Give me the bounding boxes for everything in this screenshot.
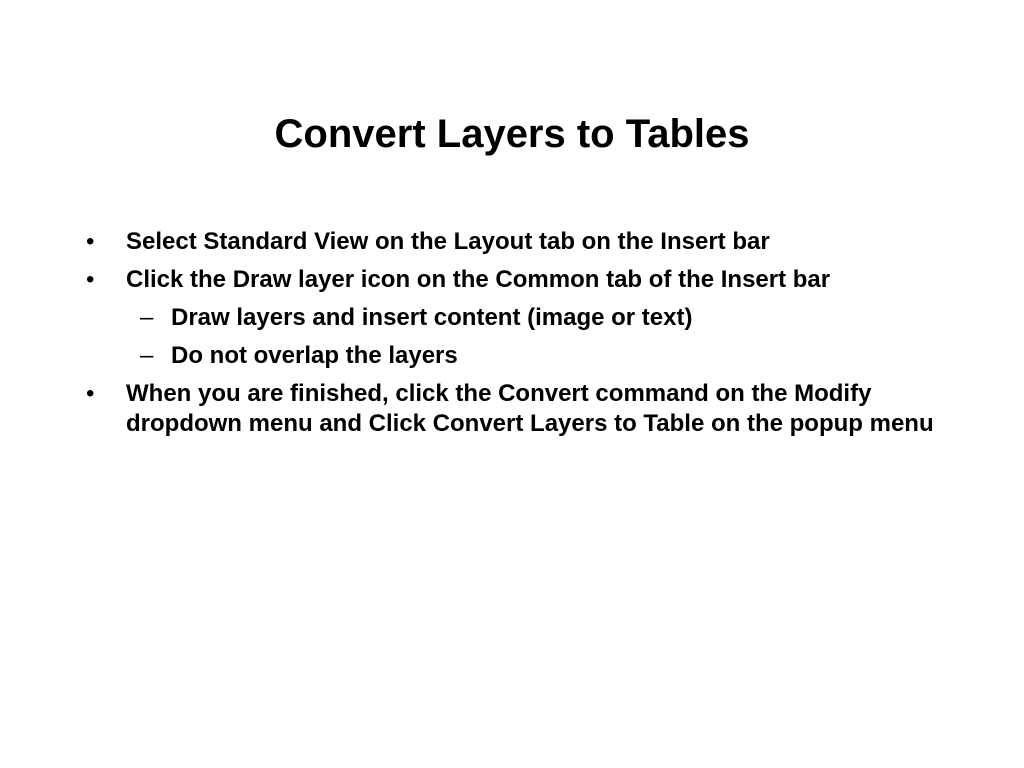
dash-marker: – <box>140 304 154 331</box>
bullet-list <box>84 227 944 447</box>
sub-bullet-item <box>84 303 944 333</box>
bullet-marker: • <box>86 380 95 407</box>
bullet-item <box>84 227 944 257</box>
bullet-text: Click the Draw layer icon on the Common tab of the Insert bar <box>126 266 831 293</box>
bullet-item <box>84 379 944 439</box>
bullet-marker: • <box>86 228 95 255</box>
dash-marker: – <box>140 342 154 369</box>
bullet-item <box>84 265 944 295</box>
sub-bullet-item <box>84 341 944 371</box>
bullet-text: Select Standard View on the Layout tab on the Insert bar <box>126 228 770 255</box>
bullet-text: Draw layers and insert content (image or text) <box>171 304 693 331</box>
bullet-text: Do not overlap the layers <box>171 342 458 369</box>
bullet-text: When you are finished, click the Convert command on the Modify dropdown menu and Click Convert Layers to Table on the popup menu <box>126 380 934 437</box>
slide-title: Convert Layers to Tables <box>274 112 750 156</box>
bullet-marker: • <box>86 266 95 293</box>
